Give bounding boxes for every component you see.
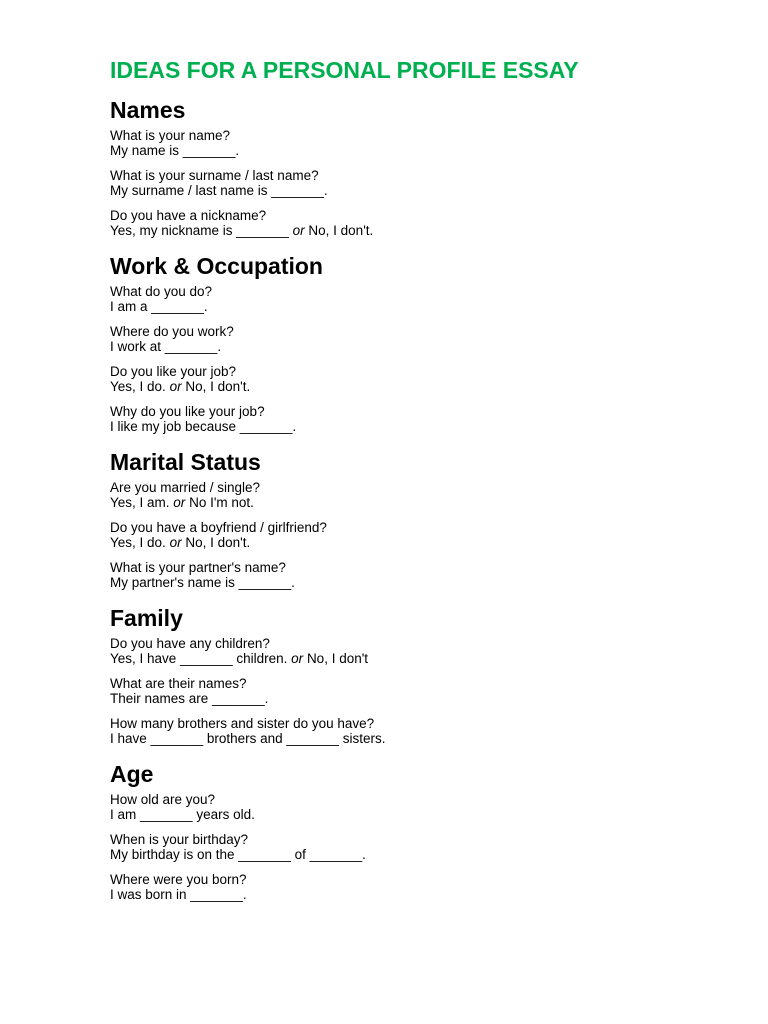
question: When is your birthday? (110, 832, 249, 847)
answer-line (110, 535, 768, 550)
section-family (110, 605, 768, 746)
qa-item (110, 716, 768, 746)
answer: Yes, I do. (110, 535, 166, 550)
qa-item (110, 284, 768, 314)
question: What is your partner's name? (110, 560, 286, 575)
section-names (110, 97, 768, 238)
section-marital-status (110, 449, 768, 590)
or-connector: or (173, 495, 186, 510)
answer: I am a _______. (110, 299, 208, 314)
question: Do you have a nickname? (110, 208, 267, 223)
question: What are their names? (110, 676, 247, 691)
alternative-answer: No, I don't. (308, 223, 374, 238)
answer: Yes, my nickname is _______ (110, 223, 289, 238)
page-title: IDEAS FOR A PERSONAL PROFILE ESSAY (110, 57, 579, 83)
question: How old are you? (110, 792, 216, 807)
answer-line (110, 495, 768, 510)
qa-item (110, 364, 768, 394)
section-heading: Age (110, 761, 154, 787)
section-heading: Names (110, 97, 186, 123)
section-heading: Family (110, 605, 183, 631)
question: Do you have any children? (110, 636, 270, 651)
or-connector: or (169, 379, 182, 394)
qa-item (110, 636, 768, 666)
section-heading: Work & Occupation (110, 253, 323, 279)
answer: I work at _______. (110, 339, 222, 354)
answer: My surname / last name is _______. (110, 183, 328, 198)
qa-item (110, 208, 768, 238)
alternative-answer: No, I don't. (185, 535, 251, 550)
question: What is your name? (110, 128, 231, 143)
qa-item (110, 832, 768, 862)
question: What is your surname / last name? (110, 168, 319, 183)
section-age (110, 761, 768, 902)
section-heading: Marital Status (110, 449, 261, 475)
qa-item (110, 324, 768, 354)
answer: My name is _______. (110, 143, 240, 158)
answer: Yes, I do. (110, 379, 166, 394)
answer: My partner's name is _______. (110, 575, 295, 590)
or-connector: or (291, 651, 304, 666)
alternative-answer: No, I don't. (185, 379, 251, 394)
alternative-answer: No, I don't (306, 651, 369, 666)
question: Are you married / single? (110, 480, 261, 495)
qa-item (110, 520, 768, 550)
answer-line (110, 223, 768, 238)
answer: Their names are _______. (110, 691, 269, 706)
answer: I have _______ brothers and _______ sisters. (110, 731, 386, 746)
answer: My birthday is on the _______ of _______. (110, 847, 366, 862)
answer-line (110, 379, 768, 394)
qa-item (110, 480, 768, 510)
alternative-answer: No I'm not. (189, 495, 254, 510)
question: What do you do? (110, 284, 213, 299)
qa-item (110, 404, 768, 434)
answer: I was born in _______. (110, 887, 247, 902)
section-work-occupation (110, 253, 768, 434)
answer: Yes, I have _______ children. (110, 651, 288, 666)
or-connector: or (169, 535, 182, 550)
answer-line (110, 651, 768, 666)
qa-item (110, 168, 768, 198)
qa-item (110, 792, 768, 822)
question: Do you like your job? (110, 364, 237, 379)
qa-item (110, 872, 768, 902)
answer: I am _______ years old. (110, 807, 255, 822)
answer: I like my job because _______. (110, 419, 297, 434)
question: Do you have a boyfriend / girlfriend? (110, 520, 327, 535)
qa-item (110, 676, 768, 706)
question: Why do you like your job? (110, 404, 265, 419)
answer: Yes, I am. (110, 495, 170, 510)
question: How many brothers and sister do you have? (110, 716, 375, 731)
or-connector: or (292, 223, 305, 238)
question: Where do you work? (110, 324, 234, 339)
qa-item (110, 128, 768, 158)
question: Where were you born? (110, 872, 247, 887)
qa-item (110, 560, 768, 590)
